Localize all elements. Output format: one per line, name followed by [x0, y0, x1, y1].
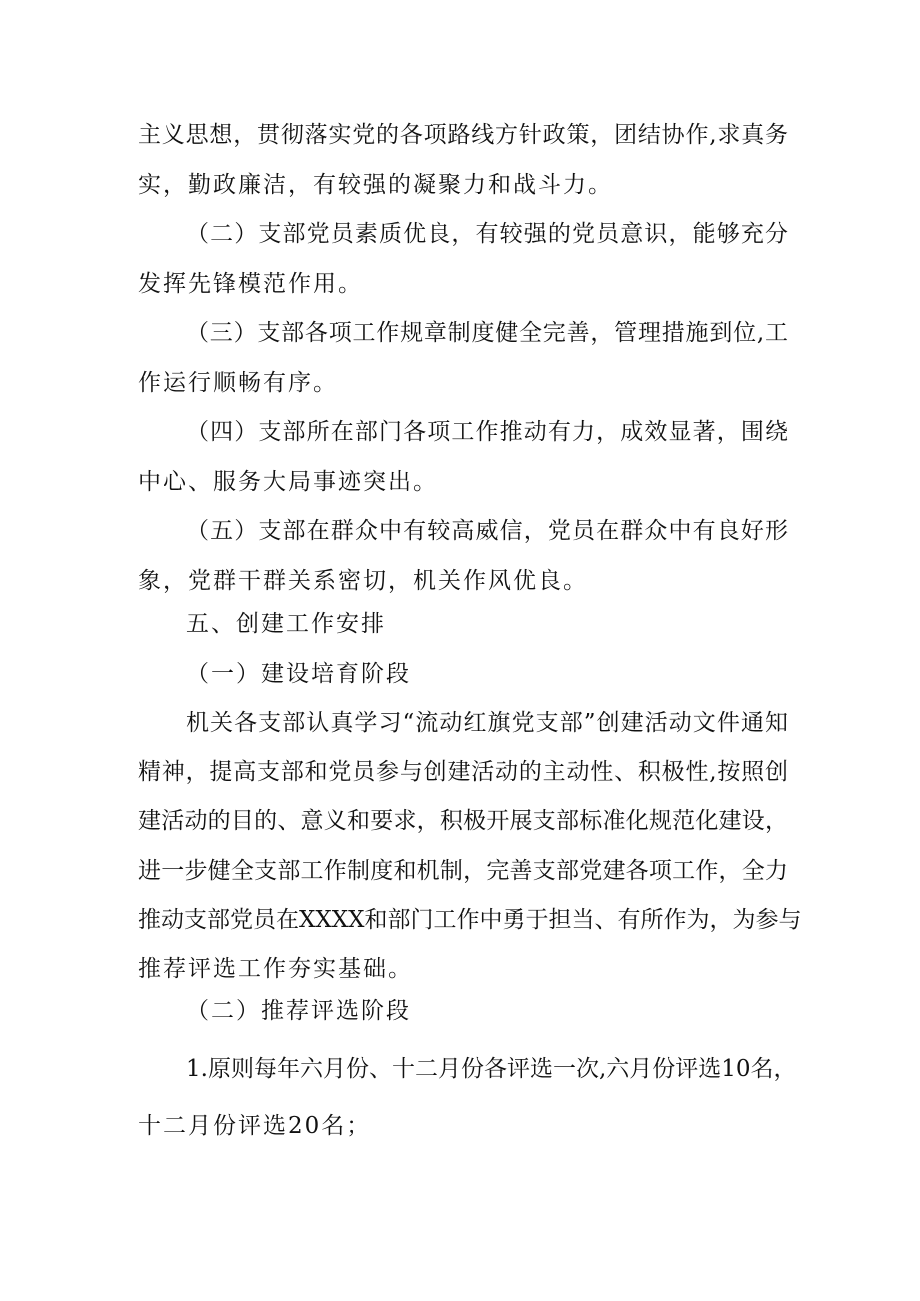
paragraph-line: 作运行顺畅有序。 — [138, 370, 338, 396]
subsection-heading: （二）推荐评选阶段 — [186, 998, 411, 1024]
paragraph-line: 精神，提高支部和党员参与创建活动的主动性、积极性,按照创 — [138, 759, 788, 785]
paragraph-line: 建活动的目的、意义和要求，积极开展支部标准化规范化建设， — [138, 808, 788, 834]
section-heading: 五、创建工作安排 — [186, 611, 386, 637]
paragraph-line: 1.原则每年六月份、十二月份各评选一次,六月份评选10名， — [186, 1056, 797, 1082]
paragraph-line: 中心、服务大局事迹突出。 — [138, 469, 438, 495]
paragraph-line: 实，勤政廉洁，有较强的凝聚力和战斗力。 — [138, 172, 613, 198]
paragraph-line: 推动支部党员在XXXX和部门工作中勇于担当、有所作为，为参与 — [138, 907, 802, 933]
paragraph-line: 象，党群干群关系密切，机关作风优良。 — [138, 568, 588, 594]
paragraph-line: （五）支部在群众中有较高威信，党员在群众中有良好形 — [186, 518, 788, 544]
paragraph-line: （四）支部所在部门各项工作推动有力，成效显著，围绕 — [186, 419, 788, 445]
paragraph-line: 进一步健全支部工作制度和机制，完善支部党建各项工作，全力 — [138, 858, 788, 884]
paragraph-line: 推荐评选工作夯实基础。 — [138, 956, 413, 982]
subsection-heading: （一）建设培育阶段 — [186, 661, 411, 687]
paragraph-line: 发挥先锋模范作用。 — [138, 271, 363, 297]
paragraph-line: （三）支部各项工作规章制度健全完善，管理措施到位,工 — [186, 320, 788, 346]
paragraph-line: 十二月份评选20名； — [138, 1113, 372, 1139]
paragraph-line: 主义思想，贯彻落实党的各项路线方针政策，团结协作,求真务 — [138, 122, 788, 148]
paragraph-line: 机关各支部认真学习“流动红旗党支部”创建活动文件通知 — [186, 710, 788, 736]
paragraph-line: （二）支部党员素质优良，有较强的党员意识，能够充分 — [186, 221, 788, 247]
